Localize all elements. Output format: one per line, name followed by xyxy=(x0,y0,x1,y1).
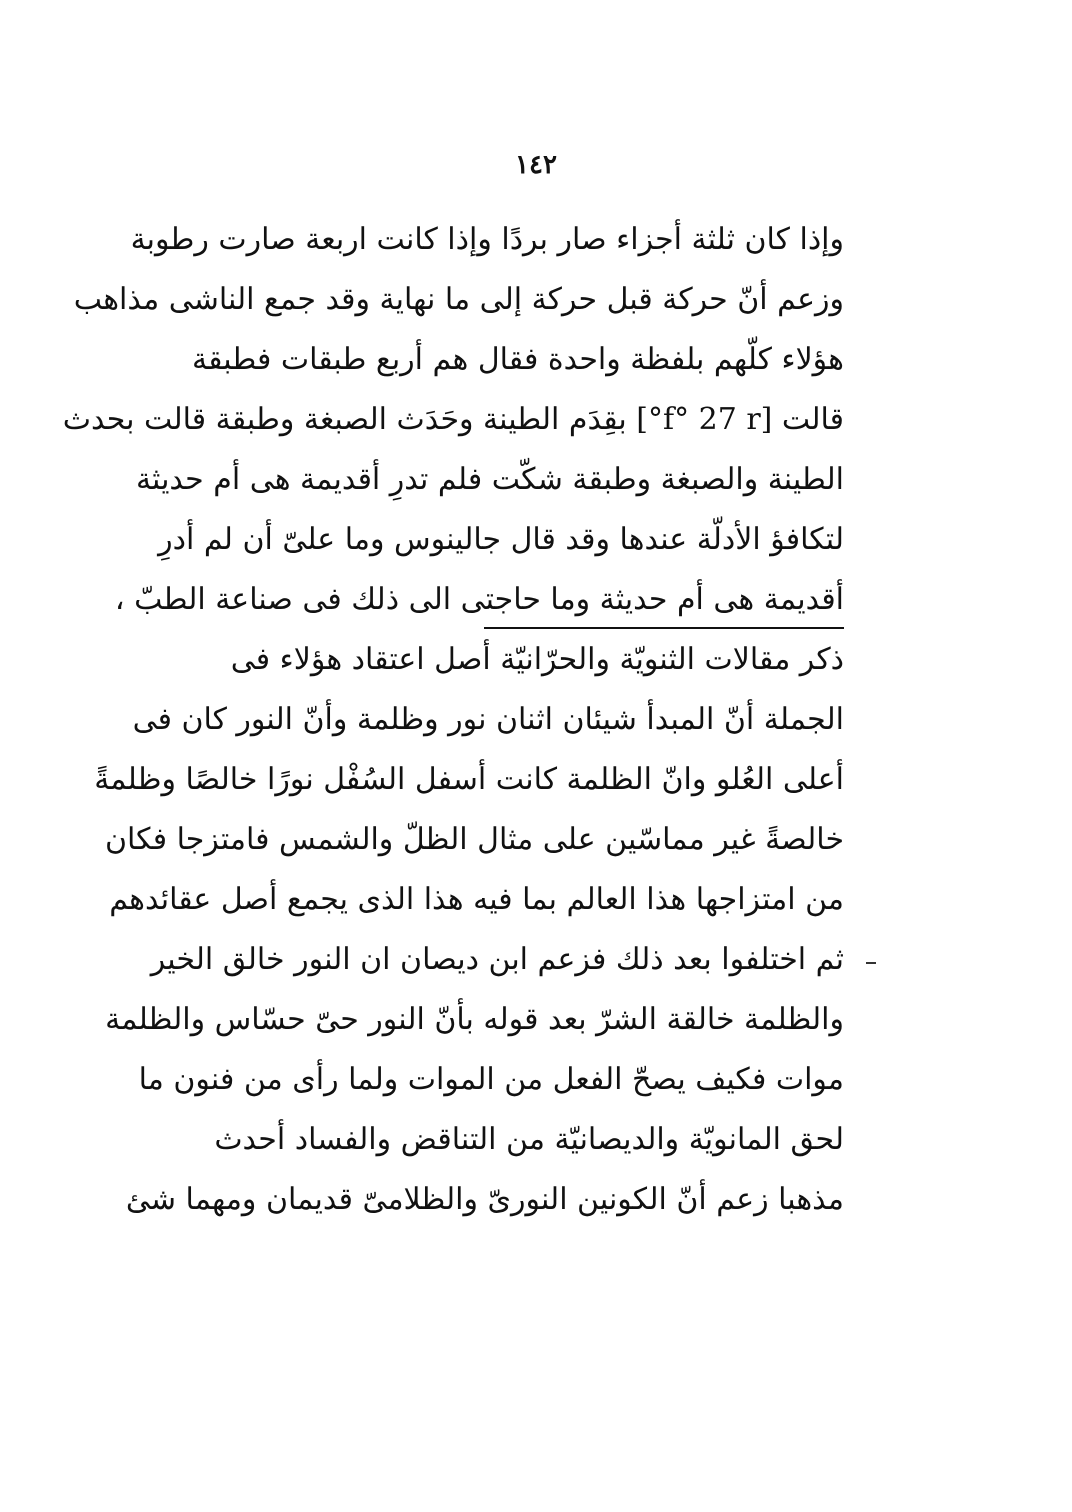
text-line: مذهبا زعم أنّ الكونين النورىّ والظلامىّ قديمان ومهما شئ xyxy=(125,1182,844,1217)
margin-mark xyxy=(866,962,876,964)
text-line: ثم اختلفوا بعد ذلك فزعم ابن ديصان ان النور خالق الخير xyxy=(150,942,844,977)
text-line: من امتزاجها هذا العالم بما فيه هذا الذى يجمع أصل عقائدهم xyxy=(109,882,844,917)
text-line: لحق المانويّة والديصانيّة من التناقض والفساد أحدث xyxy=(214,1122,844,1157)
body-text xyxy=(62,210,844,1230)
text-line: الجملة أنّ المبدأ شيئان اثنان نور وظلمة وأنّ النور كان فى xyxy=(132,702,844,737)
text-line: موات فكيف يصحّ الفعل من الموات ولما رأى من فنون ما xyxy=(138,1062,844,1097)
section-divider xyxy=(484,627,844,629)
text-line: أقديمة هى أم حديثة وما حاجتى الى ذلك فى صناعة الطبّ ، xyxy=(114,582,844,617)
text-line: الطينة والصبغة وطبقة شكّت فلم تدرِ أقديمة هى أم حديثة xyxy=(135,462,844,497)
text-line: خالصةً غير مماسّين على مثال الظلّ والشمس فامتزجا فكان xyxy=(104,822,844,857)
text-line: أعلى العُلو وانّ الظلمة كانت أسفل السُفْل نورًا خالصًا وظلمةً xyxy=(94,762,844,797)
text-line: وزعم أنّ حركة قبل حركة إلى ما نهاية وقد جمع الناشى مذاهب xyxy=(73,282,844,317)
text-line: وإذا كان ثلثة أجزاء صار بردًا وإذا كانت اربعة صارت رطوبة xyxy=(130,222,844,257)
text-line: هؤلاء كلّهم بلفظة واحدة فقال هم أربع طبقات فطبقة xyxy=(192,342,844,377)
text-line: قالت [f° 27 r°] بقِدَم الطينة وحَدَث الصبغة وطبقة قالت بحدث xyxy=(62,402,844,437)
text-line: لتكافؤ الأدلّة عندها وقد قال جالينوس وما علىّ أن لم أدرِ xyxy=(158,522,844,557)
page-number: ١٤٢ xyxy=(515,150,557,180)
text-line: والظلمة خالقة الشرّ بعد قوله بأنّ النور حىّ حسّاس والظلمة xyxy=(105,1002,844,1037)
section-heading-line: ذكر مقالات الثنويّة والحرّانيّة أصل اعتقاد هؤلاء فى xyxy=(230,642,844,677)
